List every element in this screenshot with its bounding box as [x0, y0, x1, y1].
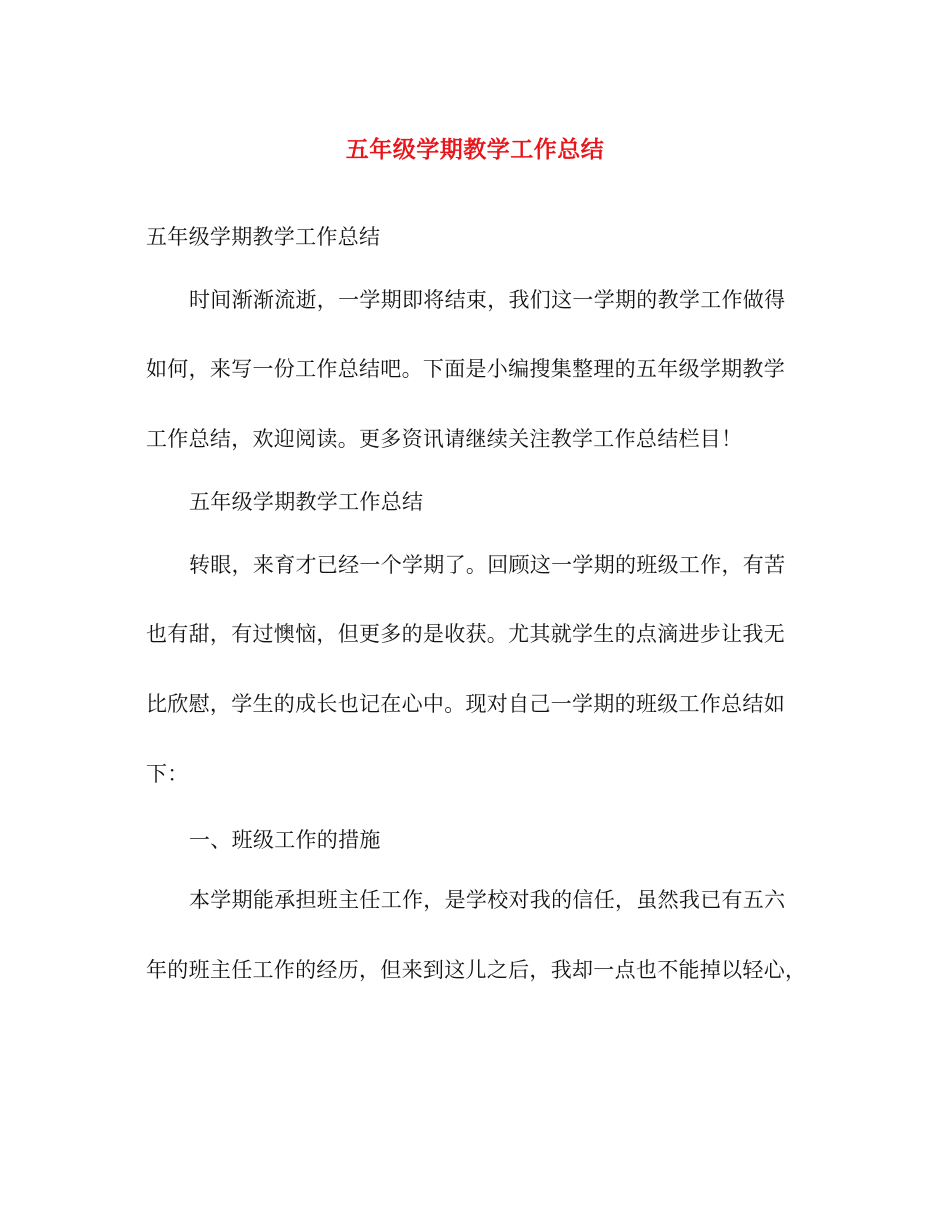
paragraph-line: 转眼，来育才已经一个学期了。回顾这一学期的班级工作，有苦 — [189, 553, 786, 577]
document-title: 五年级学期教学工作总结 — [345, 136, 605, 163]
subtitle-line: 五年级学期教学工作总结 — [146, 225, 381, 249]
paragraph-line: 工作总结，欢迎阅读。更多资讯请继续关注教学工作总结栏目！ — [146, 427, 743, 451]
section-heading-line: 五年级学期教学工作总结 — [189, 490, 424, 514]
paragraph-line: 也有甜，有过懊恼，但更多的是收获。尤其就学生的点滴进步让我无 — [146, 622, 785, 646]
paragraph-line: 下： — [146, 762, 189, 786]
paragraph-line: 比欣慰，学生的成长也记在心中。现对自己一学期的班级工作总结如 — [146, 692, 785, 716]
section-heading-line: 一、班级工作的措施 — [189, 828, 381, 852]
paragraph-line: 如何，来写一份工作总结吧。下面是小编搜集整理的五年级学期教学 — [146, 357, 785, 381]
paragraph-line: 时间渐渐流逝，一学期即将结束，我们这一学期的教学工作做得 — [189, 288, 786, 312]
paragraph-line: 年的班主任工作的经历，但来到这儿之后，我却一点也不能掉以轻心， — [146, 958, 807, 982]
paragraph-line: 本学期能承担班主任工作，是学校对我的信任，虽然我已有五六 — [189, 888, 786, 912]
